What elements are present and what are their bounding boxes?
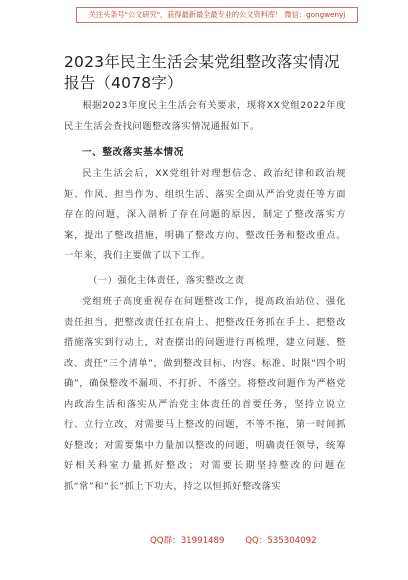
intro-text: 根据2023年度民主生活会有关要求，现将XX党组2022年度民主生活会查找问题整改落实情况通报如下。 [64,100,346,132]
subsection-paragraph [64,292,346,497]
section-paragraph [64,164,346,267]
qq-number: QQ：535304092 [245,536,317,546]
section-paragraph-text: 民主生活会后，XX党组针对理想信念、政治纪律和政治规矩、作风、担当作为、组织生活、落实全面从严治党责任等方面存在的问题，深入剖析了存在问题的原因，制定了整改落实方案，提出了整改措施，明确了整改方向、整改任务和整改重点。一年来，我们主要做了以下工作。 [64,168,346,261]
section-heading: 一、整改落实基本情况 [82,147,184,158]
contact-footer [150,534,317,546]
promo-banner-text: 关注头条号"公文研究"，获得最新最全最专业的公文资料库！ 微信：gongwenyj [88,10,346,19]
subsection-paragraph-text: 党组班子高度重视存在问题整改工作，提高政治站位、强化责任担当，把整改责任扛在肩上、把整改任务抓在手上、把整改措施落实到行动上，对查摆出的问题进行再梳理，建立问题、整改、责任“三个清单”，做到整改目标、内容、标准、时限“四个明确”，确保整改不漏项、不打折、不落空。将整改问题作为严格党内政治生活和落实从严治党主体责任的首要任务，坚持立说立行、立行立改，对需要马上整改的问题，不等不拖，第一时间抓好整改；对需要集中力量加以整改的问题，明确责任领导，统筹好相关科室力量抓好整改；对需要长期坚持整改的问题在抓“常”和“长”抓上下功夫，持之以恒抓好整改落实 [64,296,346,492]
intro-paragraph [64,96,346,137]
document-title: 2023年民主生活会某党组整改落实情况报告（4078字） [64,53,340,92]
subsection-heading: （一）强化主体责任，落实整改之责 [88,275,245,286]
qq-group-number: QQ群：31991489 [150,536,225,546]
promo-banner [76,7,358,23]
